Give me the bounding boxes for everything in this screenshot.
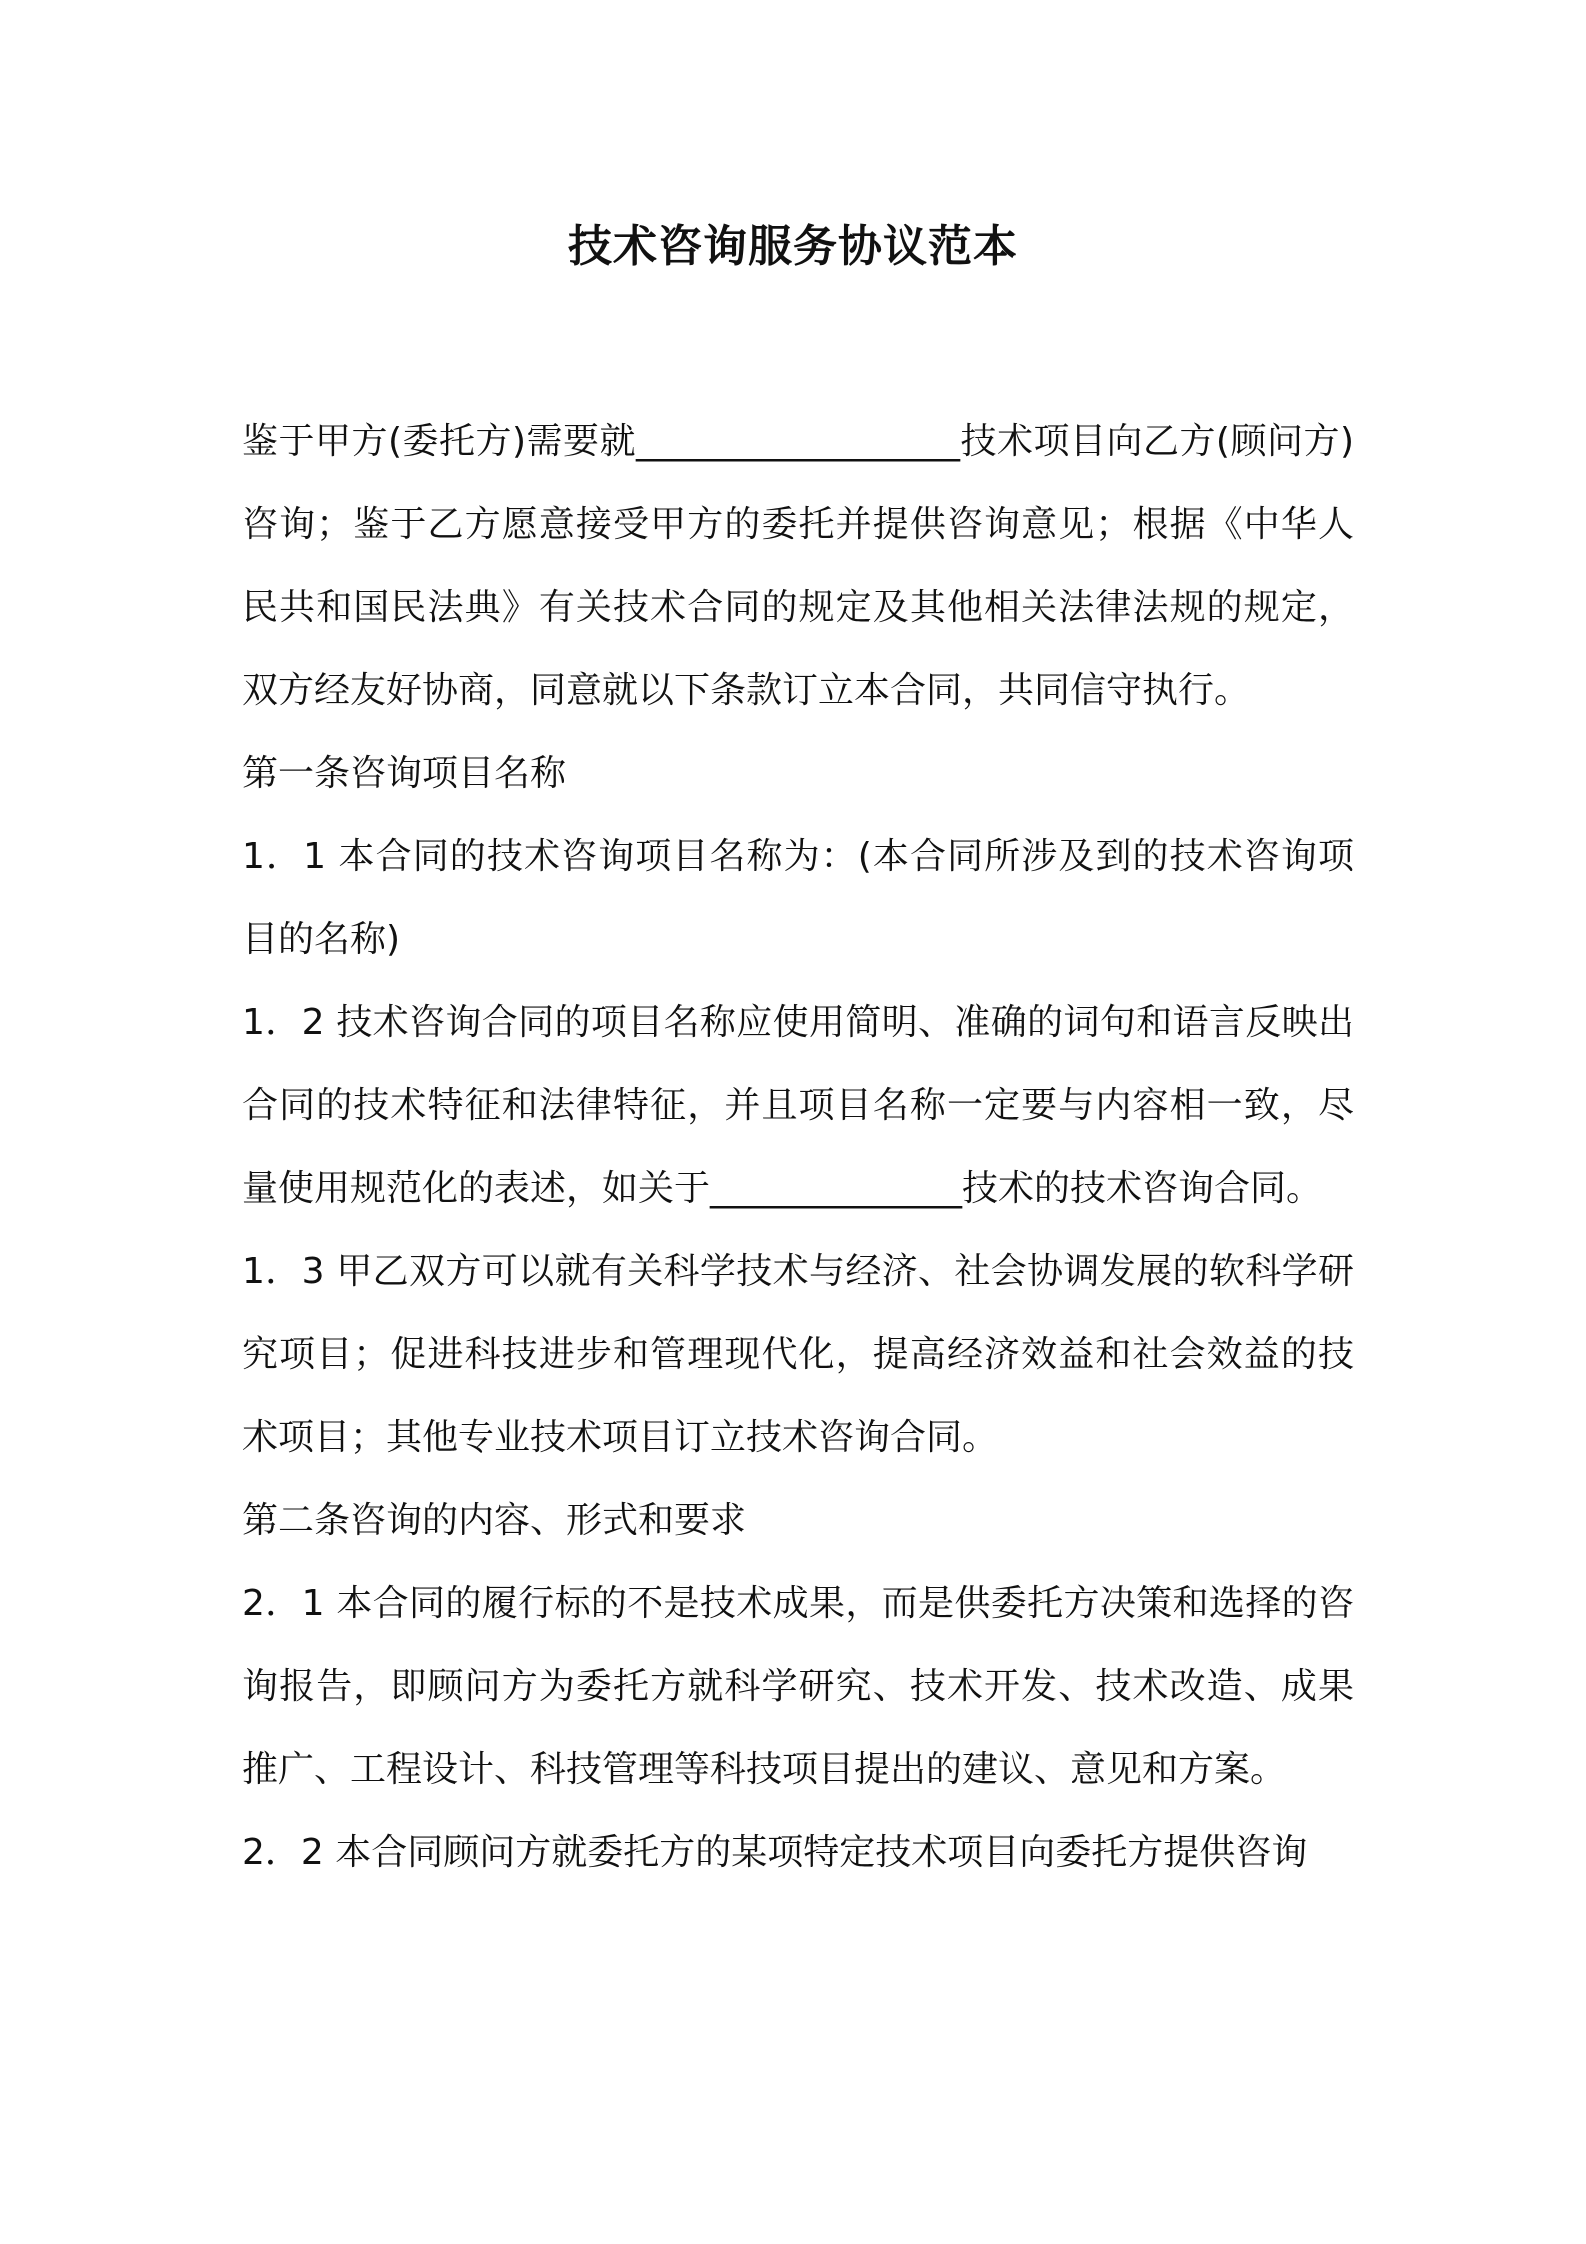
section-heading-2: 第二条咨询的内容、形式和要求 — [242, 1500, 747, 1541]
document-body — [242, 400, 1354, 1894]
clause-1-1: 1．1 本合同的技术咨询项目名称为：(本合同所涉及到的技术咨询项目的名称) — [242, 836, 1354, 960]
document-title: 技术咨询服务协议范本 — [568, 221, 1018, 272]
clause-1-2: 1．2 技术咨询合同的项目名称应使用简明、准确的词句和语言反映出合同的技术特征和法律特征，并且项目名称一定要与内容相一致，尽量使用规范化的表述，如关于______________技术的技术咨询合同。 — [242, 1002, 1354, 1209]
clause-2-2: 2．2 本合同顾问方就委托方的某项特定技术项目向委托方提供咨询 — [242, 1832, 1308, 1873]
clause-2-1: 2．1 本合同的履行标的不是技术成果，而是供委托方决策和选择的咨询报告，即顾问方为委托方就科学研究、技术开发、技术改造、成果推广、工程设计、科技管理等科技项目提出的建议、意见和方案。 — [242, 1583, 1354, 1790]
paragraph-preamble: 鉴于甲方(委托方)需要就__________________技术项目向乙方(顾问方)咨询；鉴于乙方愿意接受甲方的委托并提供咨询意见；根据《中华人民共和国民法典》有关技术合同的规定及其他相关法律法规的规定，双方经友好协商，同意就以下条款订立本合同，共同信守执行。 — [242, 421, 1354, 711]
clause-1-3: 1．3 甲乙双方可以就有关科学技术与经济、社会协调发展的软科学研究项目；促进科技进步和管理现代化，提高经济效益和社会效益的技术项目；其他专业技术项目订立技术咨询合同。 — [242, 1251, 1354, 1458]
section-heading-1: 第一条咨询项目名称 — [242, 753, 567, 794]
